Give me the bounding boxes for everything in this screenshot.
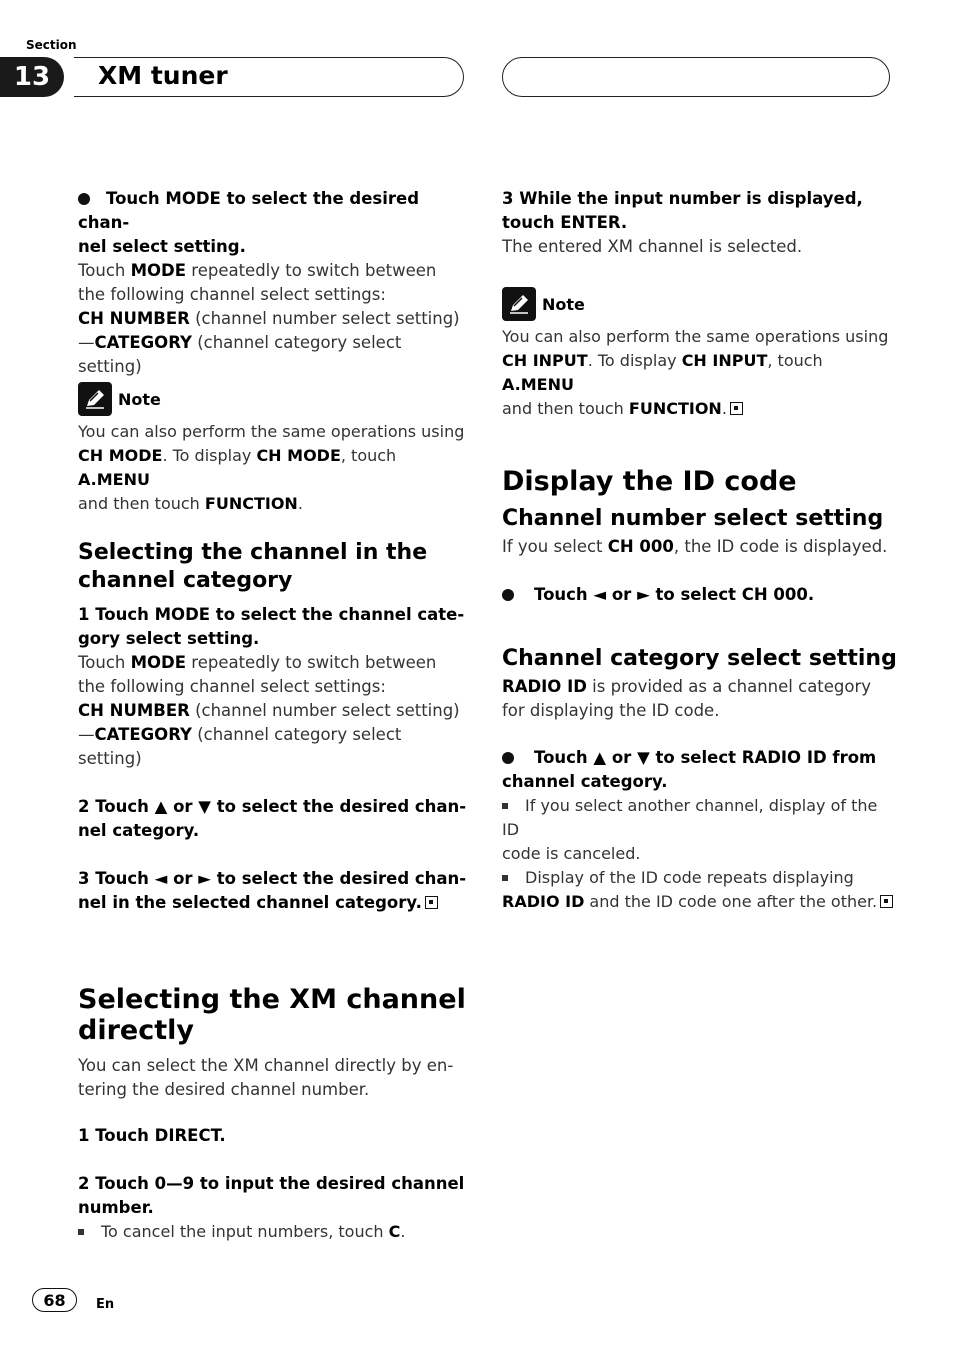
- right-column: [502, 187, 897, 259]
- bullet-dot: [78, 193, 90, 205]
- square-bullet-text: Display of the ID code repeats displaying: [502, 866, 897, 890]
- note-text: and then touch FUNCTION.: [502, 397, 897, 421]
- step-3-enter-cont: touch ENTER.: [502, 213, 628, 232]
- language-code: En: [96, 1297, 115, 1312]
- note-text: You can also perform the same operations using: [78, 422, 465, 441]
- bullet-instruction: Touch ◄ or ► to select CH 000.: [502, 583, 897, 607]
- left-column: [78, 187, 473, 379]
- subsection-title: channel category: [78, 568, 293, 593]
- bullet-instruction: Touch MODE to select the desired chan-: [78, 189, 420, 232]
- step-1: 1 Touch MODE to select the channel cate-: [78, 605, 465, 624]
- body-text: If you select CH 000, the ID code is displayed.: [502, 537, 888, 556]
- square-bullet-text: If you select another channel, display of the ID: [502, 796, 878, 839]
- section-title-box: [74, 57, 464, 97]
- body-text: setting): [78, 749, 142, 768]
- section-heading: directly: [78, 1015, 194, 1046]
- body-text: —CATEGORY (channel category select: [78, 333, 402, 352]
- end-mark-icon: [425, 896, 438, 909]
- bullet-dot: [502, 589, 514, 601]
- subsection-title: Channel number select setting: [502, 506, 884, 531]
- section-heading: Display the ID code: [502, 466, 797, 497]
- step-1-cont: gory select setting.: [78, 629, 260, 648]
- step-3-cont: nel in the selected channel category.: [78, 891, 473, 915]
- note-text: CH MODE. To display CH MODE, touch A.MENU: [78, 446, 397, 489]
- note-block: [78, 382, 473, 516]
- note-label: Note: [118, 389, 161, 409]
- square-bullet-icon: [502, 803, 508, 809]
- note-block-2: [502, 287, 897, 421]
- body-text: Touch MODE repeatedly to switch between: [78, 261, 437, 280]
- square-bullet-text-cont: code is canceled.: [502, 844, 641, 863]
- direct-section: [78, 984, 473, 1244]
- body-text: CH NUMBER (channel number select setting): [78, 309, 460, 328]
- square-bullet-icon: [78, 1229, 84, 1235]
- direct-step-2-cont: number.: [78, 1198, 154, 1217]
- end-mark-icon: [880, 895, 893, 908]
- bullet-instruction: Touch ▲ or ▼ to select RADIO ID from: [502, 746, 897, 770]
- note-text: and then touch FUNCTION.: [78, 494, 303, 513]
- step-2-cont: nel category.: [78, 821, 200, 840]
- subsection-category: [78, 539, 473, 915]
- square-bullet-text-cont: RADIO ID and the ID code one after the other.: [502, 890, 897, 914]
- page-number: 68: [32, 1288, 77, 1312]
- step-3: 3 Touch ◄ or ► to select the desired chan-: [78, 869, 467, 888]
- section-number: 13: [0, 57, 64, 97]
- note-label: Note: [542, 294, 585, 314]
- square-bullet-text: To cancel the input numbers, touch C.: [78, 1220, 473, 1244]
- body-text: setting): [78, 357, 142, 376]
- right-title-box: [502, 57, 890, 97]
- step-3-enter: 3 While the input number is displayed,: [502, 189, 863, 208]
- body-text: for displaying the ID code.: [502, 701, 720, 720]
- bullet-dot: [502, 752, 514, 764]
- body-text: You can select the XM channel directly by en-: [78, 1056, 454, 1075]
- bullet-instruction-cont: channel category.: [502, 772, 668, 791]
- subsection-title: Channel category select setting: [502, 646, 897, 671]
- bullet-instruction-cont: nel select setting.: [78, 237, 246, 256]
- body-text: The entered XM channel is selected.: [502, 237, 803, 256]
- pencil-icon: [502, 287, 536, 321]
- note-text: CH INPUT. To display CH INPUT, touch A.MENU: [502, 351, 823, 394]
- note-text: You can also perform the same operations using: [502, 327, 889, 346]
- body-text: tering the desired channel number.: [78, 1080, 370, 1099]
- end-mark-icon: [730, 402, 743, 415]
- subsection-title: Selecting the channel in the: [78, 540, 428, 565]
- body-text: RADIO ID is provided as a channel category: [502, 677, 872, 696]
- step-2: 2 Touch ▲ or ▼ to select the desired chan-: [78, 797, 467, 816]
- direct-step-1: 1 Touch DIRECT.: [78, 1126, 226, 1145]
- body-text: the following channel select settings:: [78, 285, 386, 304]
- pencil-icon: [78, 382, 112, 416]
- section-title: XM tuner: [98, 61, 228, 90]
- direct-step-2: 2 Touch 0—9 to input the desired channel: [78, 1174, 465, 1193]
- body-text: —CATEGORY (channel category select: [78, 725, 402, 744]
- body-text: CH NUMBER (channel number select setting): [78, 701, 460, 720]
- section-heading: Selecting the XM channel: [78, 984, 466, 1015]
- id-code-section: [502, 466, 897, 914]
- body-text: the following channel select settings:: [78, 677, 386, 696]
- section-label: Section: [26, 38, 77, 52]
- body-text: Touch MODE repeatedly to switch between: [78, 653, 437, 672]
- square-bullet-icon: [502, 875, 508, 881]
